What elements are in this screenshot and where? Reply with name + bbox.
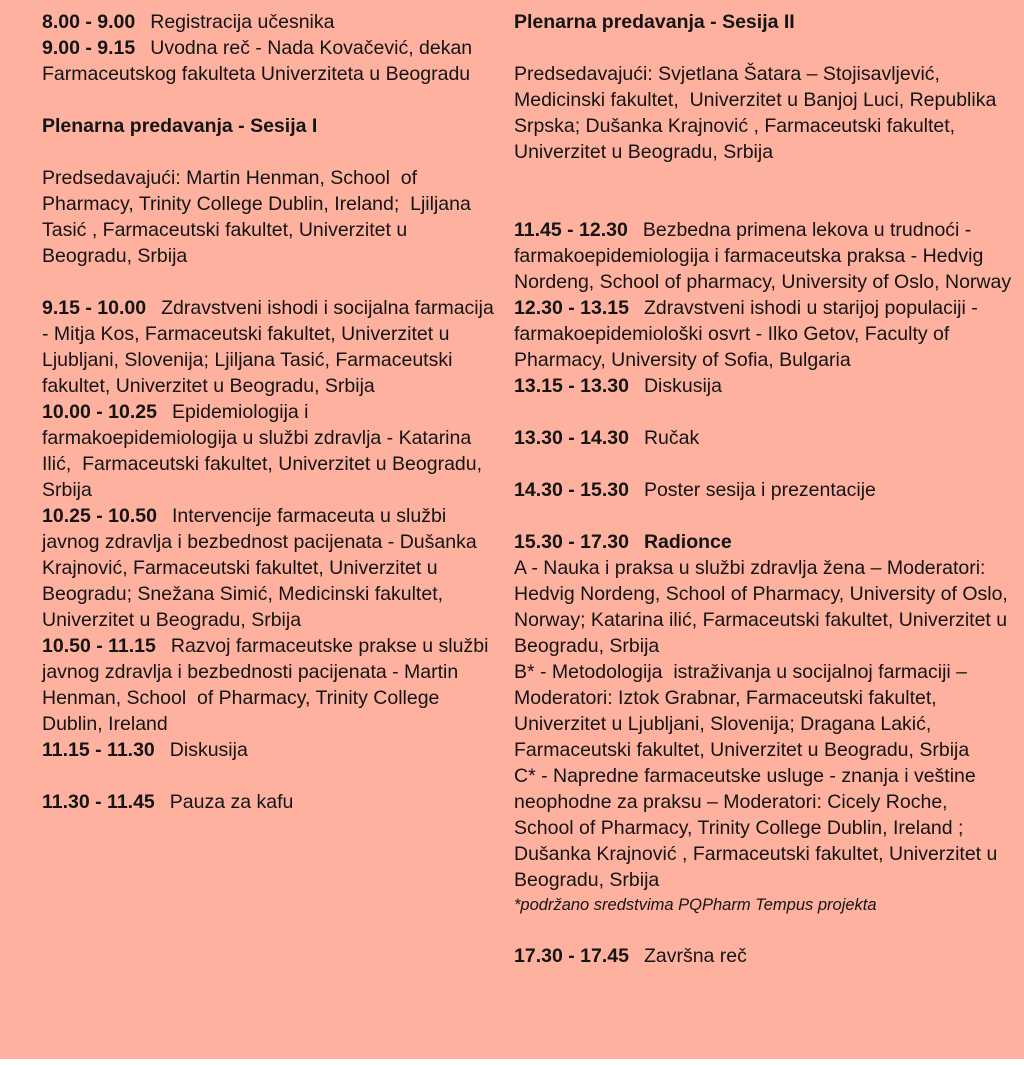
entry-text: Registracija učesnika [150,11,335,33]
time-range: 11.30 - 11.45 [42,791,155,813]
schedule-entry-coffee-break [42,789,501,815]
time-range: 12.30 - 13.15 [514,297,629,319]
time-range: 10.25 - 10.50 [42,505,157,527]
entry-text: Zdravstveni ishodi u starijoj populaciji - farmakoepidemiološki osvrt - Ilko Getov, Faculty of Pharmacy, University of Sofia, Bulgaria [514,297,984,371]
schedule-entry-poster-session [514,477,1012,503]
entry-text: Diskusija [643,375,722,397]
schedule-entry-lecture [42,399,501,503]
entry-text: Zdravstveni ishodi i socijalna farmacija - Mitja Kos, Farmaceutski fakultet, Univerzitet u Ljubljani, Slovenija; Ljiljana Tasić, Farmaceutski fakultet, Univerzitet u Beogradu, Srbija [42,297,500,397]
workshop-b: B* - Metodologija istraživanja u socijalnoj farmaciji – Moderatori: Iztok Grabnar, Farmaceutski fakultet, Univerzitet u Ljubljani, Slovenija; Dragana Lakić, Farmaceutski fakultet, Univerzitet u Beogradu, Srbija [514,661,973,761]
time-range: 9.15 - 10.00 [42,297,147,319]
workshop-a: A - Nauka i praksa u službi zdravlja žena – Moderatori: Hedvig Nordeng, School of Pharmacy, University of Oslo, Norway; Katarina ilić, Farmaceutski fakultet, Univerzitet u Beogradu, Srbija [514,557,1014,657]
entry-text: Završna reč [643,945,747,967]
time-range: 8.00 - 9.00 [42,11,136,33]
time-range: 10.00 - 10.25 [42,401,157,423]
entry-text: Pauza za kafu [169,791,294,813]
session-heading-2: Plenarna predavanja - Sesija II [514,11,795,33]
time-range: 11.15 - 11.30 [42,739,155,761]
schedule-entry-closing [514,943,1012,969]
entry-text: Radionce [643,531,732,553]
entry-text: Razvoj farmaceutske prakse u službi javnog zdravlja i bezbednosti pacijenata - Martin Henman, School of Pharmacy, Trinity College Dublin, Ireland [42,635,494,735]
schedule-entry-opening [42,35,501,87]
schedule-entry-lecture [514,295,1012,373]
time-range: 15.30 - 17.30 [514,531,629,553]
session-1-chairs: Predsedavajući: Martin Henman, School of Pharmacy, Trinity College Dublin, Ireland; Ljiljana Tasić , Farmaceutski fakultet, Univerzitet u Beogradu, Srbija [42,167,476,267]
time-range: 13.30 - 14.30 [514,427,629,449]
workshop-c: C* - Napredne farmaceutske usluge - znanja i veštine neophodne za praksu – Moderatori: Cicely Roche, School of Pharmacy, Trinity College Dublin, Ireland ; Dušanka Krajnović , Farmaceutski fakultet, Univerzitet u Beogradu, Srbija [514,765,1003,891]
schedule-entry-discussion [514,373,1012,399]
entry-text: Epidemiologija i farmakoepidemiologija u službi zdravlja - Katarina Ilić, Farmaceutski fakultet, Univerzitet u Beogradu, Srbija [42,401,488,501]
session-2-chairs: Predsedavajući: Svjetlana Šatara – Stojisavljević, Medicinski fakultet, Univerzitet u Banjoj Luci, Republika Srpska; Dušanka Krajnović , Farmaceutski fakultet, Univerzitet u Beogradu, Srbija [514,63,1002,163]
time-range: 9.00 - 9.15 [42,37,136,59]
entry-text: Intervencije farmaceuta u službi javnog zdravlja i bezbednost pacijenata - Dušanka Krajnović, Farmaceutski fakultet, Univerzitet u Beogradu; Snežana Simić, Medicinski fakultet, Univerzitet u Beogradu, Srbija [42,505,483,631]
program-column-left [42,9,501,969]
schedule-entry-workshops [514,529,1012,555]
schedule-entry-registration [42,9,501,35]
schedule-entry-lunch [514,425,1012,451]
schedule-entry-lecture [42,633,501,737]
entry-text: Uvodna reč - Nada Kovačević, dekan Farmaceutskog fakulteta Univerziteta u Beogradu [42,37,478,85]
entry-text: Diskusija [169,739,248,761]
time-range: 10.50 - 11.15 [42,635,156,657]
session-heading-1: Plenarna predavanja - Sesija I [42,115,318,137]
schedule-entry-lecture [42,503,501,633]
entry-text: Poster sesija i prezentacije [643,479,876,501]
time-range: 11.45 - 12.30 [514,219,628,241]
program-column-right [514,9,1012,969]
schedule-entry-discussion [42,737,501,763]
time-range: 17.30 - 17.45 [514,945,629,967]
time-range: 13.15 - 13.30 [514,375,629,397]
schedule-entry-lecture [42,295,501,399]
bottom-margin-strip [0,1059,1024,1065]
schedule-entry-lecture [514,217,1012,295]
entry-text: Bezbedna primena lekova u trudnoći - farmakoepidemiologija i farmaceutska praksa - Hedvig Nordeng, School of pharmacy, University of Oslo, Norway [514,219,1012,293]
tempus-footnote: *podržano sredstvima PQPharm Tempus projekta [514,896,877,914]
entry-text: Ručak [643,427,700,449]
time-range: 14.30 - 15.30 [514,479,629,501]
